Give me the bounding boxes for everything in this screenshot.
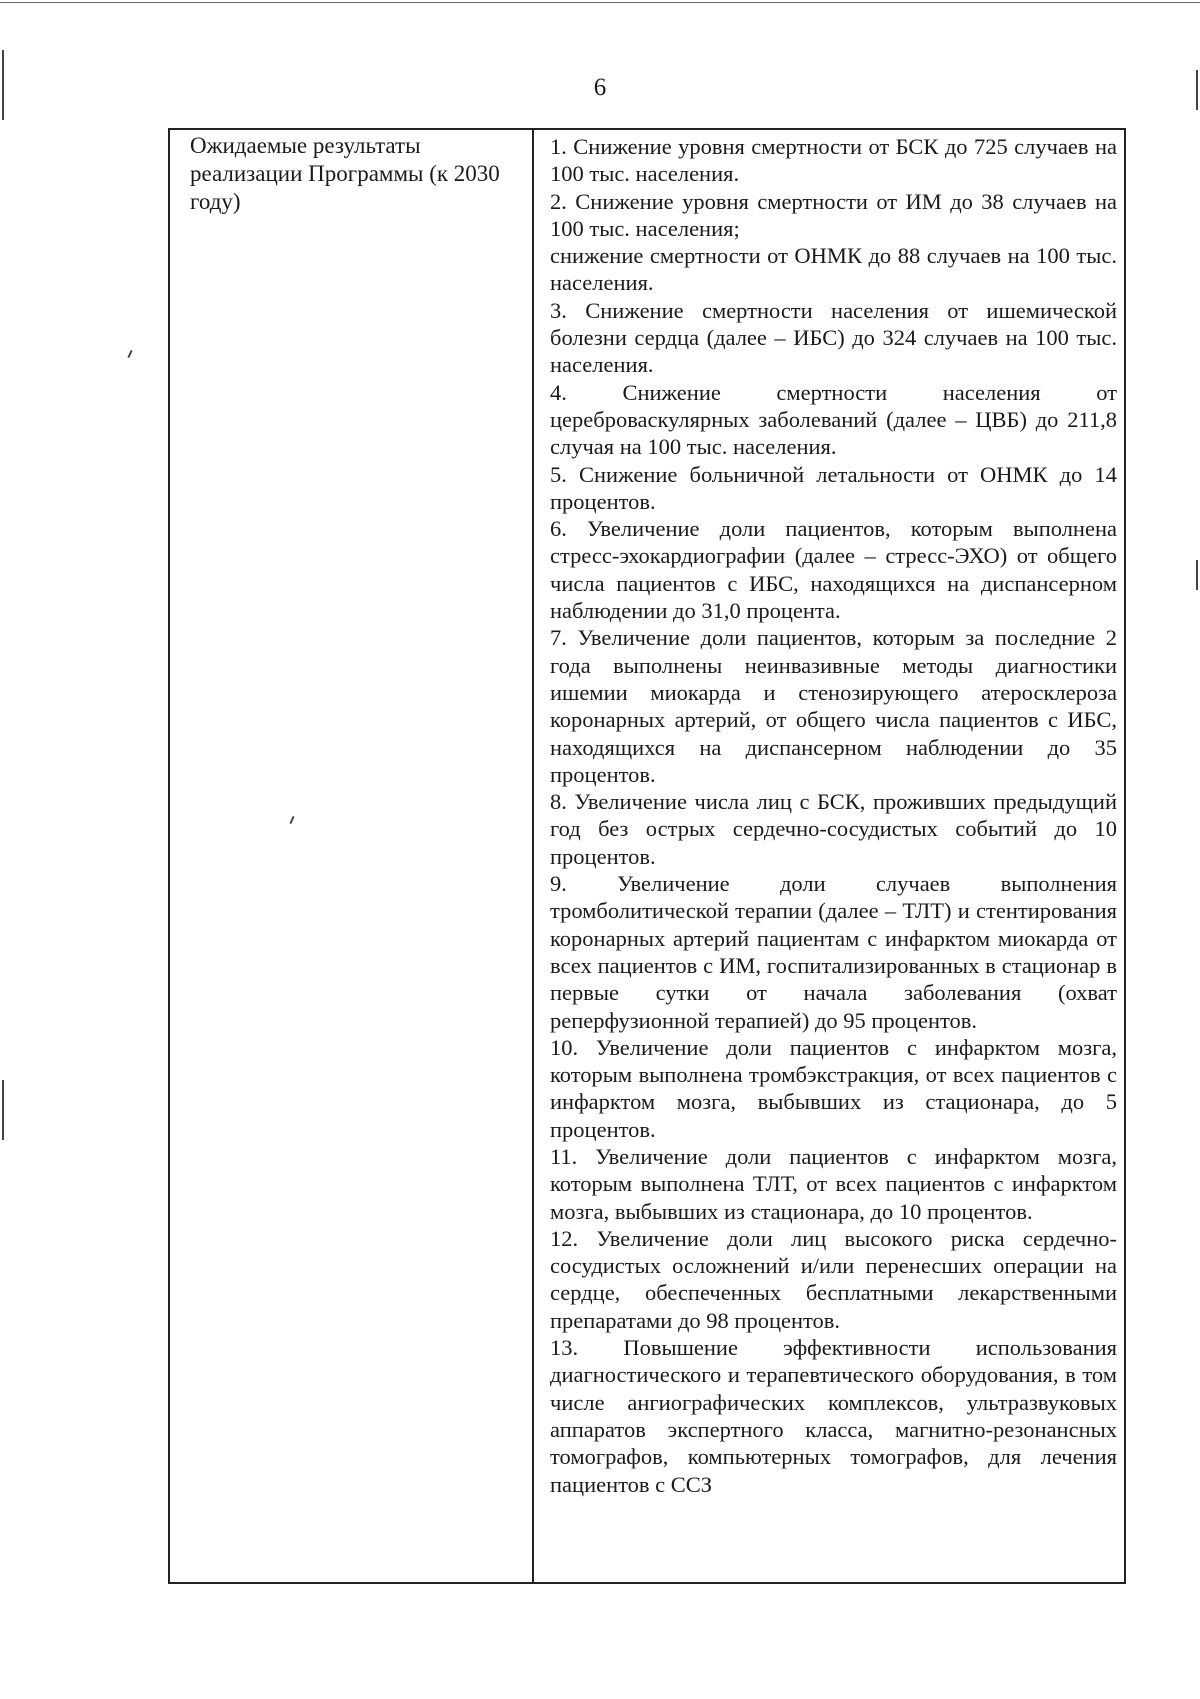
list-item: 4. Снижение смертности населения от цереброваскулярных заболеваний (далее – ЦВБ) до 211,8 случая на 100 тыс. населения. bbox=[550, 379, 1117, 460]
list-item: 5. Снижение больничной летальности от ОНМК до 14 процентов. bbox=[550, 461, 1117, 514]
list-item: 2. Снижение уровня смертности от ИМ до 38 случаев на 100 тыс. населения; bbox=[550, 188, 1117, 241]
expected-results-table bbox=[168, 128, 1126, 1584]
list-item: снижение смертности от ОНМК до 88 случаев на 100 тыс. населения. bbox=[550, 243, 1117, 296]
items-cell bbox=[533, 129, 1125, 1583]
top-border-line bbox=[0, 2, 1200, 3]
list-item: 7. Увеличение доли пациентов, которым за последние 2 года выполнены неинвазивные методы диагностики ишемии миокарда и стенозирующего атеросклероза коронарных артерий, от общего числа пациентов с ИБС, находящихся на диспансерном наблюдении до 35 процентов. bbox=[550, 625, 1117, 787]
row-label: Ожидаемые результаты реализации Программы (к 2030 году) bbox=[190, 133, 500, 214]
page-number: 6 bbox=[593, 74, 607, 101]
scan-speck bbox=[127, 350, 132, 358]
list-item: 1. Снижение уровня смертности от БСК до 725 случаев на 100 тыс. населения. bbox=[550, 134, 1117, 187]
list-item: 3. Снижение смертности населения от ишемической болезни сердца (далее – ИБС) до 324 случаев на 100 тыс. населения. bbox=[550, 297, 1117, 378]
list-item: 12. Увеличение доли лиц высокого риска сердечно-сосудистых осложнений и/или перенесших операции на сердце, обеспеченных бесплатными лекарственными препаратами до 98 процентов. bbox=[550, 1225, 1117, 1333]
table-row bbox=[169, 129, 1125, 1583]
results-list bbox=[534, 130, 1124, 1498]
list-item: 8. Увеличение числа лиц с БСК, проживших предыдущий год без острых сердечно-сосудистых событий до 10 процентов. bbox=[550, 789, 1117, 869]
list-item: 13. Повышение эффективности использования диагностического и терапевтического оборудования, в том числе ангиографических комплексов, ультразвуковых аппаратов экспертного класса, магнитно-резонансных томографов, компьютерных томографов, для лечения пациентов с ССЗ bbox=[550, 1335, 1117, 1497]
list-item: 11. Увеличение доли пациентов с инфарктом мозга, которым выполнена ТЛТ, от всех пациентов с инфарктом мозга, выбывших из стационара, до 10 процентов. bbox=[550, 1143, 1117, 1224]
list-item: 10. Увеличение доли пациентов с инфарктом мозга, которым выполнена тромбэкстракция, от всех пациентов с инфарктом мозга, выбывших из стационара, до 5 процентов. bbox=[550, 1034, 1117, 1142]
scan-edge-mark bbox=[1196, 560, 1198, 590]
list-item: 9. Увеличение доли случаев выполнения тромболитической терапии (далее – ТЛТ) и стентирования коронарных артерий пациентам с инфарктом миокарда от всех пациентов с ИМ, госпитализированных в стационар в первые сутки от начала заболевания (охват реперфузионной терапией) до 95 процентов. bbox=[550, 871, 1117, 1033]
scan-edge-mark bbox=[2, 1080, 4, 1140]
list-item: 6. Увеличение доли пациентов, которым выполнена стресс-эхокардиографии (далее – стресс-ЭХО) от общего числа пациентов с ИБС, находящихся на диспансерном наблюдении до 31,0 процента. bbox=[550, 516, 1117, 624]
label-cell bbox=[169, 129, 533, 1583]
